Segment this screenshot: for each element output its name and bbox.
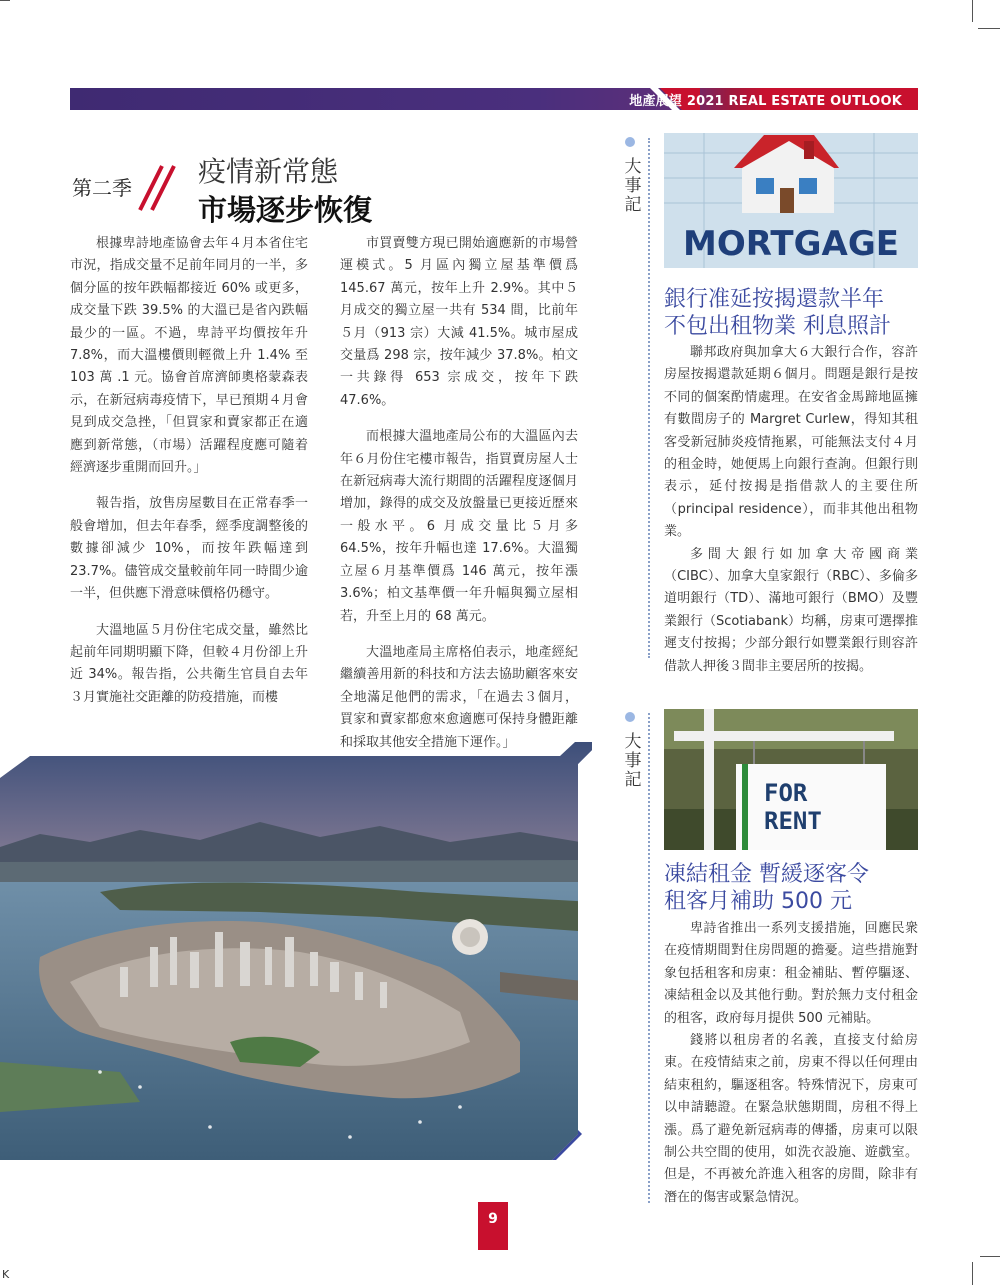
article-column-1 xyxy=(70,233,308,723)
header-title: 地產展望 2021 REAL ESTATE OUTLOOK xyxy=(629,94,902,109)
sidebar2-body xyxy=(664,918,918,1209)
article-paragraph: 報告指，放售房屋數目在正常春季一般會增加，但去年春季，經季度調整後的數據卻減少 10%，而按年跌幅達到 23.7%。儘管成交量較前年同一時間少逾一半，但供應下滑意味價格仍穩守。 xyxy=(70,496,308,602)
sidebar1-paragraph: 多間大銀行如加拿大帝國商業（CIBC）、加拿大皇家銀行（RBC）、多倫多道明銀行（TD）、滿地可銀行（BMO）及豐業銀行（Scotiabank）均稱，房東可選擇推遲支付按揭；少部分銀行如豐業銀行則容許借款人押後３間非主要居所的按揭。 xyxy=(664,546,919,674)
article-paragraph: 根據卑詩地產協會去年４月本省住宅市況，指成交量不足前年同月的一半，多個分區的按年跌幅都接近 60% 或更多，成交量下跌 39.5% 的大溫已是省內跌幅最少的一區。不過，卑詩平均價按年升 7.8%，而大溫樓價則輕微上升 1.4% 至 103 萬 .1 元。協會首席濟師奧格蒙森表示，在新冠病毒疫情下，早已預期４月會見到成交急挫，「但買家和賣家都正在適應到新常態，（市場）活躍程度應可隨着經濟逐步重開而回升。」 xyxy=(70,236,308,476)
corner-mark: K xyxy=(2,1268,10,1281)
vancouver-aerial-photo xyxy=(0,742,592,1160)
double-slash-decoration xyxy=(130,160,185,215)
article-paragraph: 大溫地產局主席格伯表示，地產經紀繼續善用新的科技和方法去協助顧客來安全地滿足他們的需求，「在過去３個月，買家和賣家都愈來愈適應可保持身體距離和採取其他安全措施下運作。」 xyxy=(340,644,578,750)
sidebar1-title xyxy=(664,286,891,340)
page-number: 9 xyxy=(478,1202,508,1250)
crop-mark xyxy=(972,1262,973,1285)
crop-mark xyxy=(0,0,10,1)
article-paragraph: 大溫地區５月份住宅成交量，雖然比起前年同期明顯下降，但較４月份卻上升近 34%。報告指，公共衛生官員自去年３月實施社交距離的防疫措施，而樓 xyxy=(70,622,308,705)
article-paragraph: 市買賣雙方現已開始適應新的市場營運模式。5 月區內獨立屋基準價爲 145.67 萬元，按年上升 2.9%。其中５月成交的獨立屋一共有 534 間，比前年５月（913 宗）大減 41.5%。城市屋成交量爲 298 宗，按年減少 37.8%。柏文一共錄得 653 宗成交，按年下跌 47.6%。 xyxy=(340,236,578,408)
crop-mark xyxy=(972,0,973,22)
sidebar-label: 大事記 xyxy=(624,157,642,215)
crop-mark xyxy=(980,1256,1000,1257)
sign-text-rent: RENT xyxy=(764,807,822,835)
article-title-line1: 疫情新常態 xyxy=(198,155,339,188)
timeline-dot xyxy=(625,137,635,147)
mortgage-house-image xyxy=(664,133,918,268)
sidebar1-body xyxy=(664,342,918,678)
article-paragraph: 而根據大溫地產局公布的大溫區內去年６月份住宅樓市報告，指買賣房屋人士在新冠病毒大流行期間的活躍程度逐個月增加，錄得的成交及放盤量已更接近歷來一般水平。6 月成交量比５月多 64.5%，按年升幅也達 17.6%。大溫獨立屋６月基準價爲 146 萬元，按年漲 3.6%；柏文基準價一年升幅與獨立屋相若，升至上月的 68 萬元。 xyxy=(340,429,578,624)
article-title-line2: 市場逐步恢復 xyxy=(198,193,373,227)
sidebar2-paragraph: 卑詩省推出一系列支援措施，回應民衆在疫情期間對住房問題的擔憂。這些措施對象包括租客和房東：租金補貼、暫停驅逐、凍結租金以及其他行動。對於無力支付租金的租客，政府每月提供 500 元補貼。 xyxy=(664,921,918,1026)
timeline-dotted-line xyxy=(648,138,650,658)
sign-text-for: FOR xyxy=(764,779,808,807)
sidebar1-title-line1: 銀行准延按揭還款半年 xyxy=(664,287,885,312)
sidebar2-title-line2: 租客月補助 500 元 xyxy=(664,889,852,914)
sidebar2-title-line1: 凍結租金 暫緩逐客令 xyxy=(664,862,869,887)
season-label: 第二季 xyxy=(72,176,132,200)
crop-mark xyxy=(978,28,1000,29)
timeline-dotted-line xyxy=(648,713,650,1203)
timeline-dot xyxy=(625,712,635,722)
mortgage-image-text: MORTGAGE xyxy=(683,224,899,264)
sidebar1-title-line2: 不包出租物業 利息照計 xyxy=(664,314,891,339)
sidebar1-paragraph: 聯邦政府與加拿大６大銀行合作，容許房屋按揭還款延期６個月。問題是銀行是按不同的個案酌情處理。在安省金馬蹄地區擁有數間房子的 Margret Curlew，得知其租客受新冠肺炎疫情拖累，可能無法支付４月的租金時，她便馬上向銀行查詢。但銀行則表示，延付按揭是指借款人的主要住所（principal residence），而非其他出租物業。 xyxy=(664,345,918,540)
sidebar-label: 大事記 xyxy=(624,732,642,790)
for-rent-sign-image xyxy=(664,709,918,850)
article-column-2 xyxy=(340,233,578,768)
sidebar2-title xyxy=(664,861,869,915)
sidebar2-paragraph: 錢將以租房者的名義，直接支付給房東。在疫情結束之前，房東不得以任何理由結束租約，驅逐租客。特殊情況下，房東可以申請聽證。在緊急狀態期間，房租不得上漲。爲了避免新冠病毒的傳播，房東可以限制公共空間的使用，如洗衣設施、遊戲室。但是，不再被允許進入租客的房間，除非有潛在的傷害或緊急情況。 xyxy=(664,1033,918,1205)
